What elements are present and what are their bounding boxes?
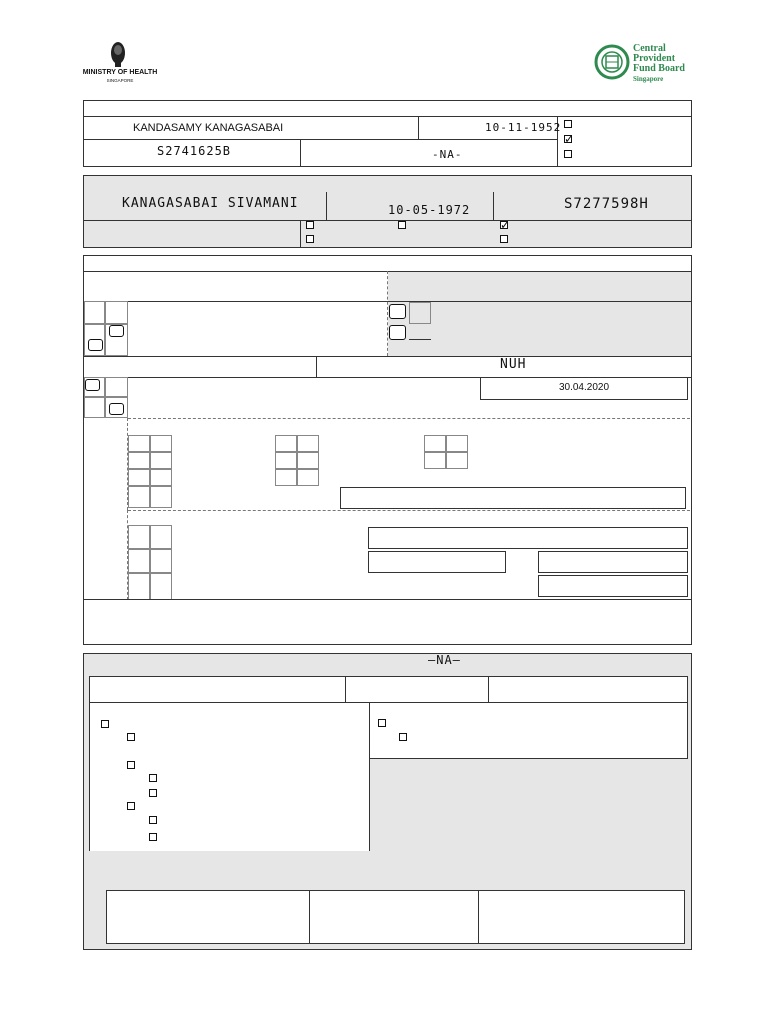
- section-4-left-panel: [89, 703, 370, 851]
- cpf-logo-line-1: Central: [633, 43, 666, 54]
- section-4-row-box: [89, 676, 688, 703]
- section-4-checkbox-1[interactable]: [101, 720, 109, 728]
- applicant-other-field[interactable]: -NA-: [432, 148, 463, 161]
- admission-date-value: 30.04.2020: [558, 382, 610, 393]
- section-3-option-4[interactable]: [389, 325, 406, 340]
- section-3-gray-panel: [388, 271, 691, 356]
- section-4-checkbox-9[interactable]: [378, 719, 386, 727]
- section-3-text-field-4[interactable]: [538, 551, 688, 573]
- section-3-option-1[interactable]: [109, 325, 124, 337]
- section-4-checkbox-8[interactable]: [149, 833, 157, 841]
- cpf-logo-line-2: Provident: [633, 53, 676, 64]
- applicant-nric-field[interactable]: S2741625B: [157, 144, 232, 158]
- section-3-option-3[interactable]: [389, 304, 406, 319]
- section-3-option-2[interactable]: [88, 339, 103, 351]
- section-2-checkbox-3[interactable]: [398, 221, 406, 229]
- section-3-text-field-1[interactable]: [340, 487, 686, 509]
- moh-logo-subtitle: SINGAPORE: [106, 78, 134, 83]
- section-4-checkbox-3[interactable]: [127, 761, 135, 769]
- cpf-logo: [594, 42, 694, 86]
- section-4-checkbox-4[interactable]: [149, 774, 157, 782]
- section-2-check-mark-icon: ✓: [500, 218, 511, 232]
- section-3-option-5[interactable]: [85, 379, 100, 391]
- section-2-checkbox-5[interactable]: [500, 235, 508, 243]
- section-4-right-panel: [370, 703, 688, 759]
- section-3-text-field-5[interactable]: [538, 575, 688, 597]
- section-2-checkbox-2[interactable]: [306, 235, 314, 243]
- hospital-field[interactable]: NUH: [500, 357, 527, 372]
- section-3-text-field-3[interactable]: [368, 551, 506, 573]
- spouse-dob-field[interactable]: 10-05-1972: [388, 203, 471, 217]
- section-4-checkbox-2[interactable]: [127, 733, 135, 741]
- section-3-text-field-2[interactable]: [368, 527, 688, 549]
- section-1-checkbox-1[interactable]: [564, 120, 572, 128]
- section-4-checkbox-7[interactable]: [149, 816, 157, 824]
- moh-logo: [80, 40, 160, 88]
- signature-table: [106, 890, 685, 944]
- moh-logo-title: MINISTRY OF HEALTH: [82, 69, 158, 76]
- spouse-name-field[interactable]: KANAGASABAI SIVAMANI: [122, 196, 299, 211]
- section-4-note-field[interactable]: —NA—: [428, 653, 461, 667]
- section-4-checkbox-10[interactable]: [399, 733, 407, 741]
- section-1-checkbox-3[interactable]: [564, 150, 572, 158]
- applicant-name-field[interactable]: KANDASAMY KANAGASABAI: [133, 122, 284, 134]
- section-3-option-6[interactable]: [109, 403, 124, 415]
- spouse-nric-field[interactable]: S7277598H: [564, 196, 649, 212]
- cpf-logo-line-4: Singapore: [633, 75, 664, 83]
- cpf-emblem-icon: [594, 42, 630, 82]
- moh-crest-icon: [80, 40, 160, 70]
- section-2-checkbox-1[interactable]: [306, 221, 314, 229]
- admission-date-field[interactable]: [480, 377, 688, 400]
- section-4-checkbox-6[interactable]: [127, 802, 135, 810]
- section-1-check-mark-icon: ✓: [564, 132, 575, 146]
- cpf-logo-line-3: Fund Board: [633, 63, 685, 74]
- section-4-checkbox-5[interactable]: [149, 789, 157, 797]
- applicant-date-field[interactable]: 10-11-1952: [485, 121, 562, 134]
